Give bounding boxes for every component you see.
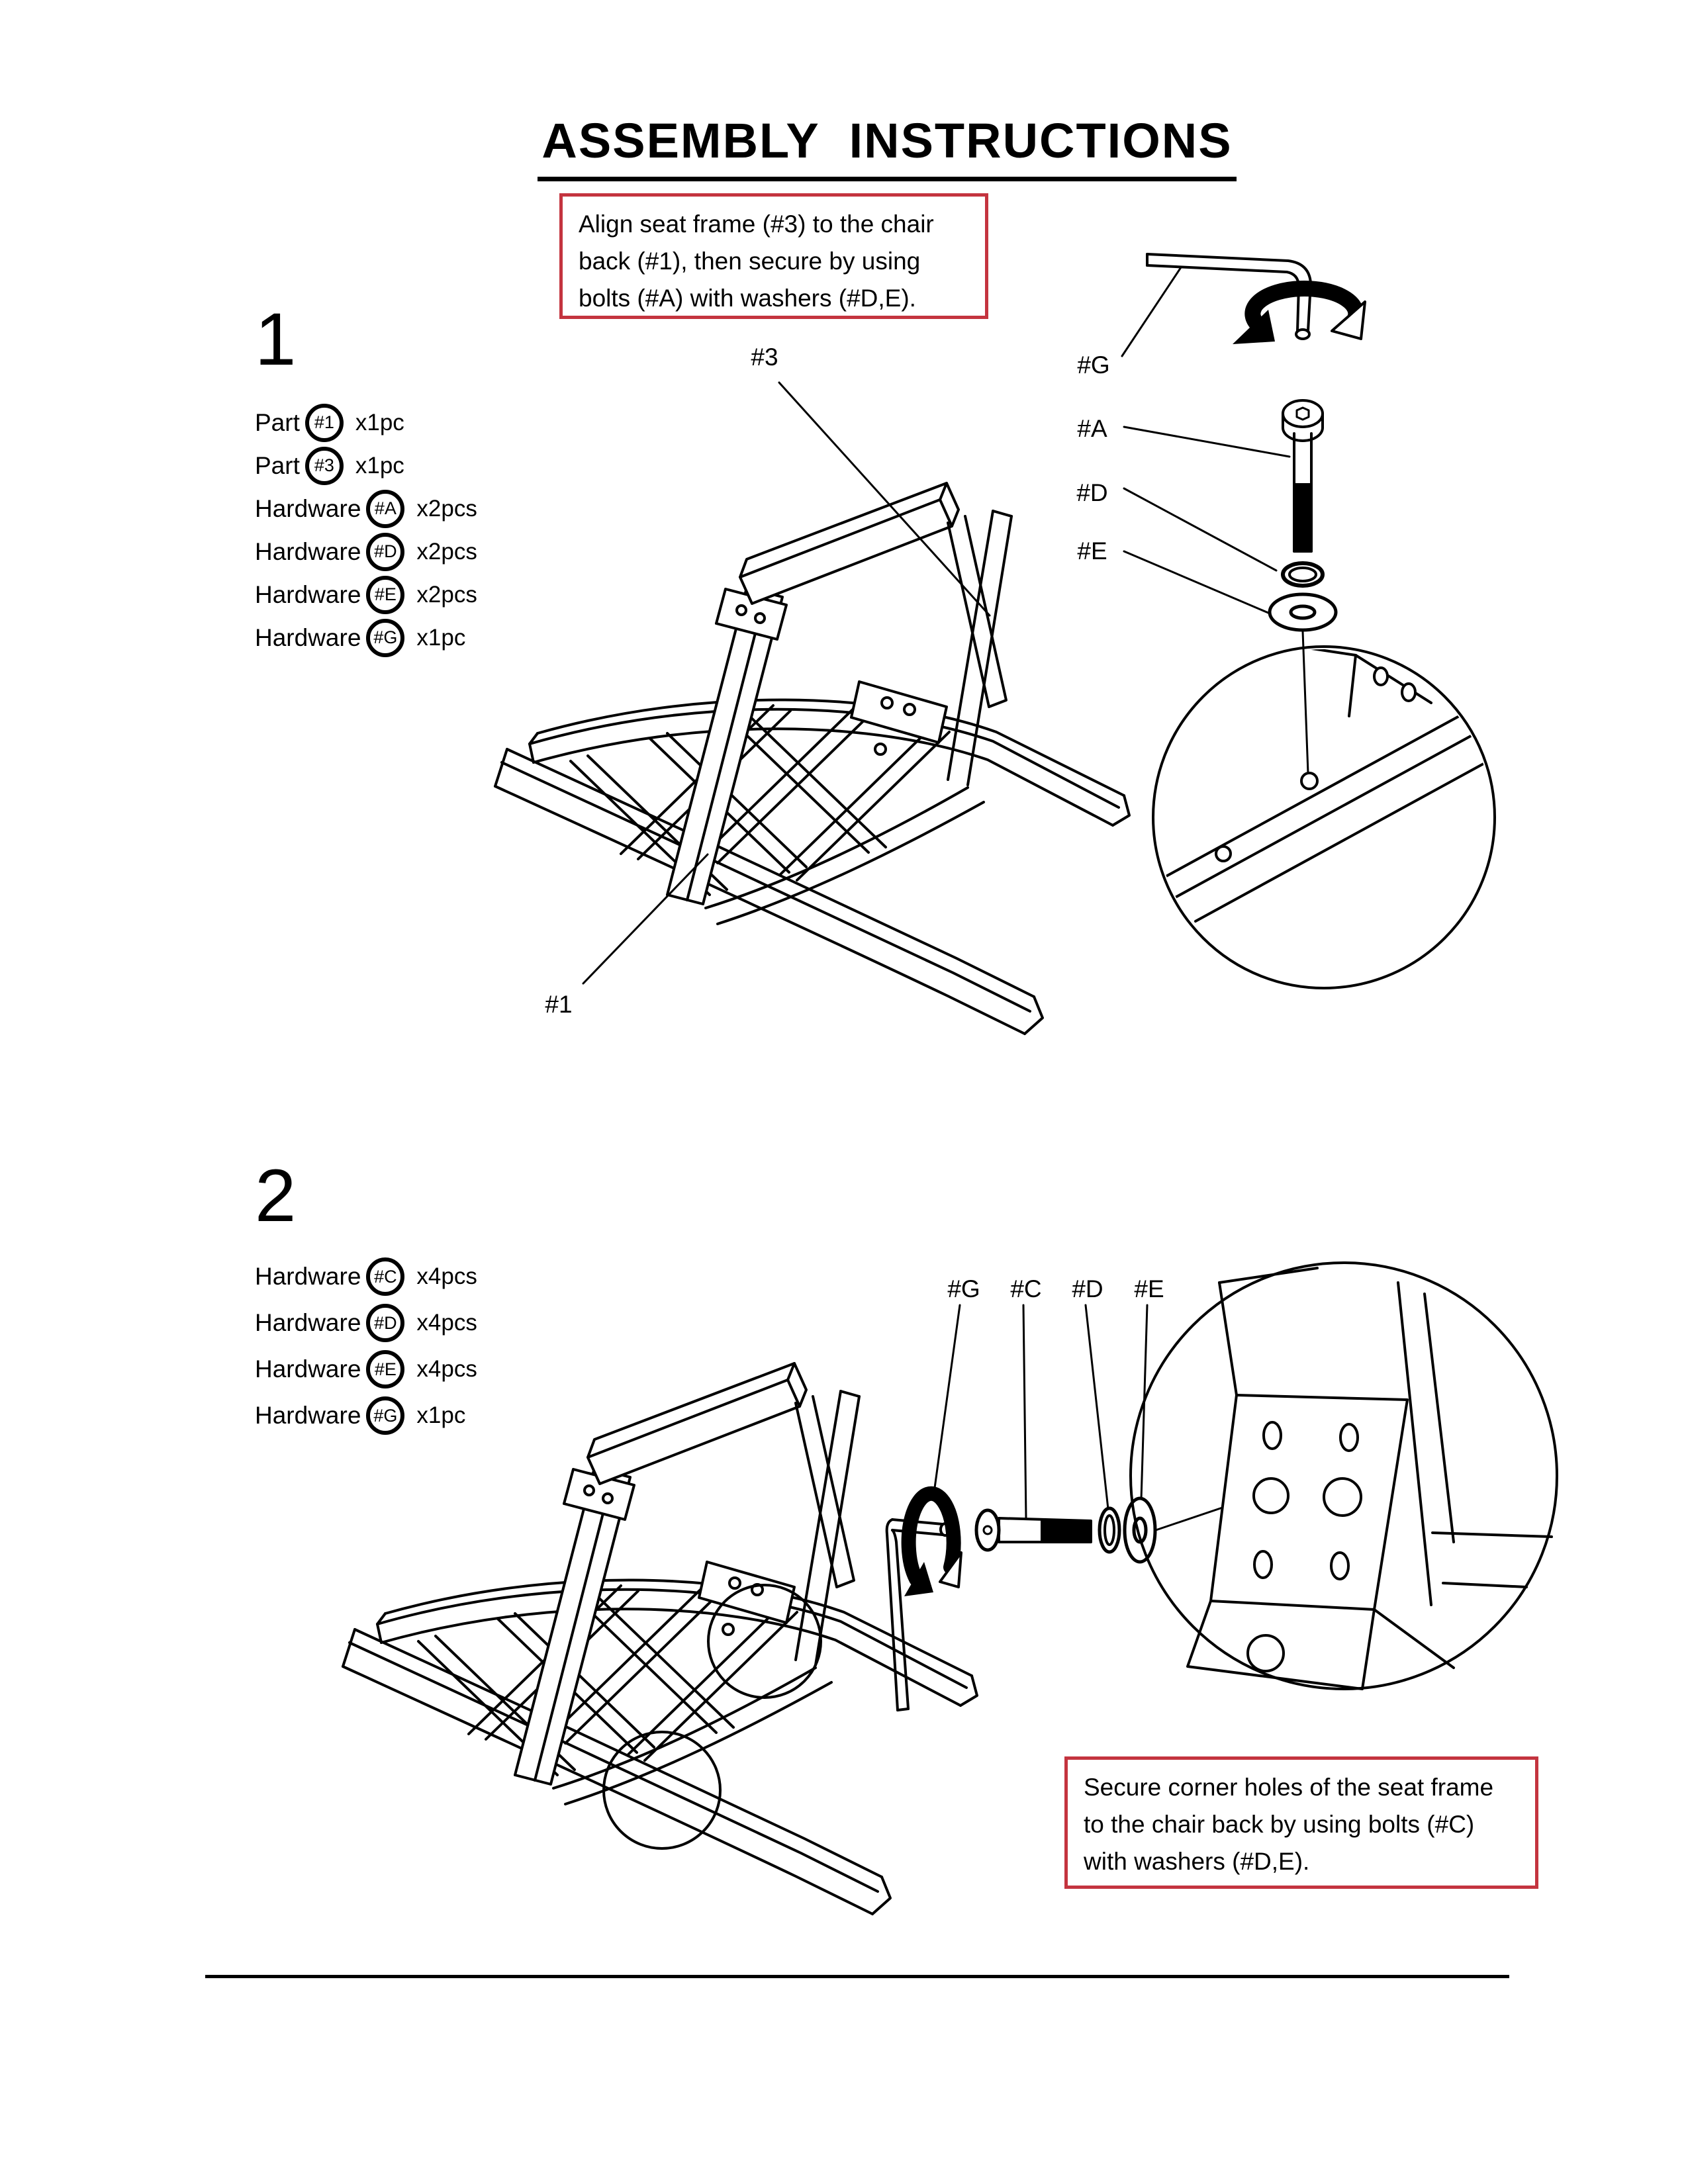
callout-seat-frame: #3	[751, 343, 778, 371]
part-qty: x1pc	[355, 452, 404, 478]
note-line: Align seat frame (#3) to the chair	[579, 210, 934, 238]
part-qty: x4pcs	[416, 1310, 477, 1336]
step2-diagram	[298, 1251, 1589, 2052]
part-kind: Hardware	[255, 494, 361, 522]
part-qty: x2pcs	[416, 495, 477, 522]
callout-bolt: #C	[1010, 1275, 1042, 1302]
page-title: ASSEMBLY INSTRUCTIONS	[538, 113, 1237, 181]
step1-number: 1	[255, 298, 297, 381]
step2-detail-circle	[1131, 1263, 1557, 1689]
step1-diagram	[397, 218, 1556, 1072]
part-code-badge: #E	[366, 1350, 404, 1388]
part-qty: x4pcs	[416, 1356, 477, 1382]
callout-allen-key: #G	[1077, 351, 1110, 379]
part-code-badge: #G	[366, 619, 404, 657]
part-code-badge: #D	[366, 1304, 404, 1342]
part-code-badge: #3	[305, 447, 344, 485]
part-kind: Hardware	[255, 1309, 361, 1336]
part-code-badge: #D	[366, 533, 404, 571]
step2-instruction-note	[1064, 1756, 1538, 1889]
part-qty: x1pc	[416, 624, 466, 651]
step2-number: 2	[255, 1154, 297, 1237]
part-kind: Hardware	[255, 1355, 361, 1383]
callout-bolt: #A	[1077, 415, 1107, 442]
part-kind: Hardware	[255, 623, 361, 651]
part-code-badge: #E	[366, 576, 404, 614]
note-line: back (#1), then secure by using	[579, 248, 921, 275]
step2-leader-lines	[935, 1305, 1147, 1518]
callout-spring-washer: #D	[1076, 479, 1108, 506]
flat-washer-icon	[1270, 594, 1336, 630]
part-qty: x2pcs	[416, 538, 477, 565]
note-line: to the chair back by using bolts (#C)	[1084, 1811, 1475, 1838]
allen-key-icon	[887, 1520, 950, 1710]
note-line: with washers (#D,E).	[1084, 1848, 1310, 1875]
part-qty: x4pcs	[416, 1263, 477, 1289]
callout-flat-washer: #E	[1134, 1275, 1164, 1302]
part-code-badge: #C	[366, 1257, 404, 1296]
callout-allen-key: #G	[947, 1275, 980, 1302]
part-qty: x2pcs	[416, 581, 477, 608]
part-qty: x1pc	[416, 1402, 466, 1428]
callout-spring-washer: #D	[1072, 1275, 1103, 1302]
callout-chair-back: #1	[545, 991, 573, 1018]
bolt-icon	[1283, 400, 1323, 551]
part-kind: Hardware	[255, 580, 361, 608]
part-code-badge: #G	[366, 1396, 404, 1435]
flat-washer-icon	[1125, 1498, 1155, 1562]
rotation-arrow-icon	[904, 1494, 961, 1596]
step1-detail-circle	[1153, 641, 1495, 988]
callout-flat-washer: #E	[1077, 537, 1107, 565]
part-kind: Part	[255, 451, 300, 479]
part-qty: x1pc	[355, 409, 404, 435]
part-kind: Hardware	[255, 537, 361, 565]
footer-divider	[205, 1975, 1509, 1978]
bolt-icon	[976, 1510, 1091, 1550]
part-kind: Hardware	[255, 1263, 361, 1290]
spring-washer-icon	[1100, 1508, 1119, 1552]
part-kind: Part	[255, 408, 300, 436]
part-code-badge: #A	[366, 490, 404, 528]
part-code-badge: #1	[305, 404, 344, 442]
note-line: bolts (#A) with washers (#D,E).	[579, 285, 916, 312]
note-line: Secure corner holes of the seat frame	[1084, 1774, 1494, 1801]
spring-washer-icon	[1283, 563, 1323, 586]
part-kind: Hardware	[255, 1402, 361, 1429]
